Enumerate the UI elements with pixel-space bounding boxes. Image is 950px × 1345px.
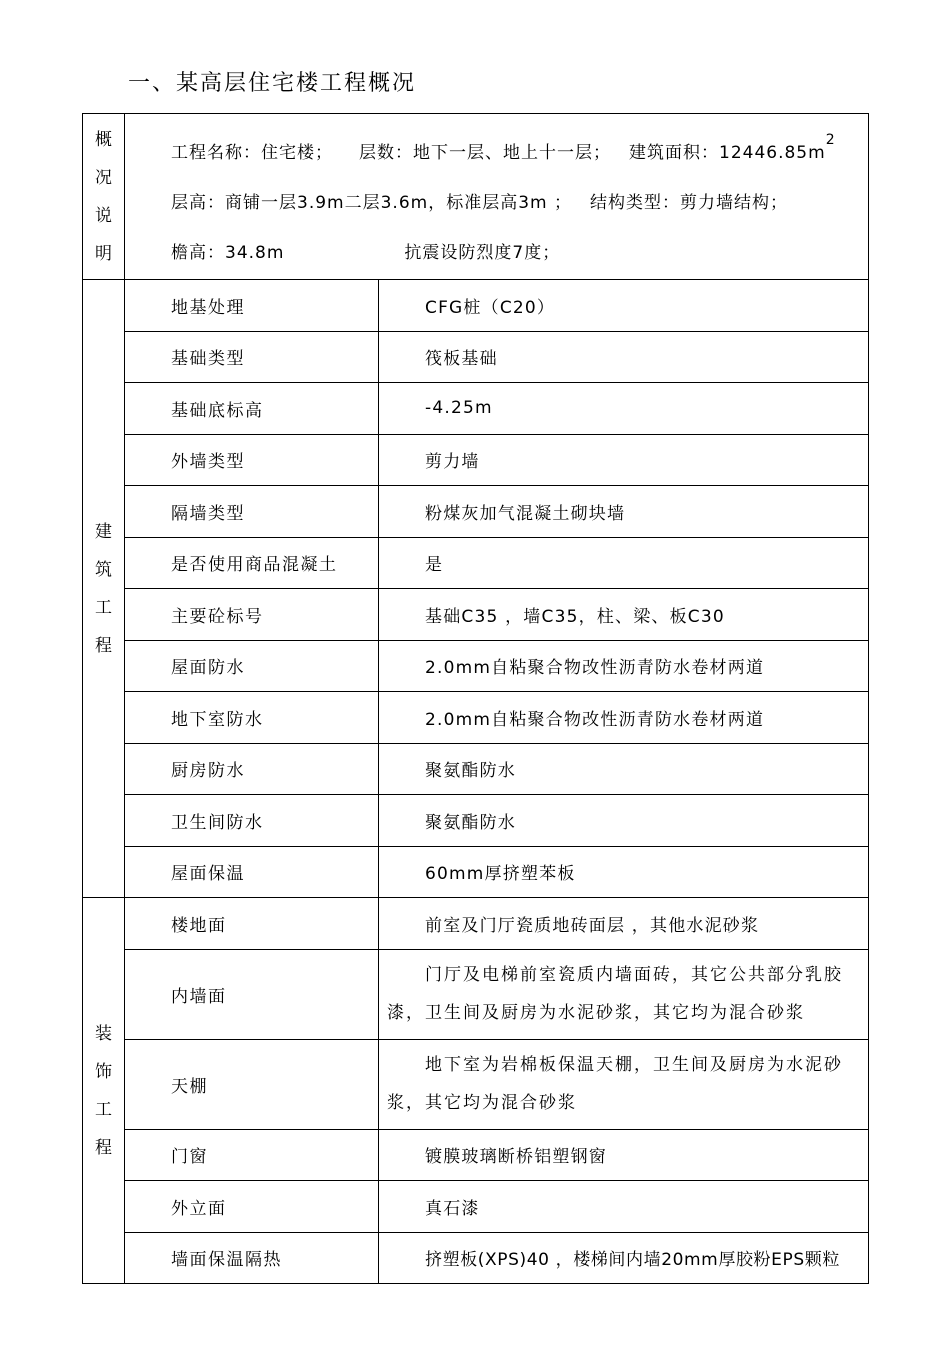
table-row bbox=[83, 434, 869, 486]
item-value: 2.0mm自粘聚合物改性沥青防水卷材两道 bbox=[379, 640, 869, 692]
item-value: 剪力墙 bbox=[379, 434, 869, 486]
item-label: 屋面防水 bbox=[125, 640, 379, 692]
overview-text bbox=[125, 114, 869, 280]
item-value: -4.25m bbox=[379, 383, 869, 435]
item-label: 卫生间防水 bbox=[125, 795, 379, 847]
table-row bbox=[83, 1039, 869, 1129]
item-value: 筏板基础 bbox=[379, 331, 869, 383]
item-label: 内墙面 bbox=[125, 949, 379, 1039]
item-label: 外墙类型 bbox=[125, 434, 379, 486]
seismic-intensity: 抗震设防烈度7度； bbox=[404, 243, 561, 263]
item-value: 2.0mm自粘聚合物改性沥青防水卷材两道 bbox=[379, 692, 869, 744]
table-row bbox=[83, 1181, 869, 1233]
item-value: 镀膜玻璃断桥铝塑钢窗 bbox=[379, 1129, 869, 1181]
decoration-section-label: 装 饰 工 程 bbox=[83, 898, 125, 1284]
item-label: 基础底标高 bbox=[125, 383, 379, 435]
table-row bbox=[83, 795, 869, 847]
item-value: 地下室为岩棉板保温天棚，卫生间及厨房为水泥砂浆，其它均为混合砂浆 bbox=[379, 1039, 869, 1129]
item-label: 厨房防水 bbox=[125, 743, 379, 795]
overview-line-3 bbox=[171, 228, 868, 278]
overview-line-2 bbox=[171, 178, 868, 228]
item-value: 基础C35 ，墙C35，柱、梁、板C30 bbox=[379, 589, 869, 641]
item-value: 是 bbox=[379, 537, 869, 589]
table-row bbox=[83, 949, 869, 1039]
overview-line-1 bbox=[171, 128, 868, 178]
structure-type: 结构类型：剪力墙结构； bbox=[589, 193, 788, 213]
table-row bbox=[83, 898, 869, 950]
table-row bbox=[83, 383, 869, 435]
item-label: 屋面保温 bbox=[125, 846, 379, 898]
item-label: 楼地面 bbox=[125, 898, 379, 950]
item-value: 真石漆 bbox=[379, 1181, 869, 1233]
item-value: 挤塑板(XPS)40 ，楼梯间内墙20mm厚胶粉EPS颗粒 bbox=[379, 1232, 869, 1284]
floor-height: 层高：商铺一层3.9m二层3.6m，标准层高3m ； bbox=[171, 193, 572, 213]
project-overview-table bbox=[82, 113, 869, 1284]
area-superscript: 2 bbox=[825, 132, 836, 148]
table-row bbox=[83, 537, 869, 589]
building-section-label: 建 筑 工 程 bbox=[83, 280, 125, 898]
eaves-height: 檐高：34.8m bbox=[171, 243, 285, 263]
item-label: 外立面 bbox=[125, 1181, 379, 1233]
table-row bbox=[83, 486, 869, 538]
item-value: 60mm厚挤塑苯板 bbox=[379, 846, 869, 898]
item-value: 门厅及电梯前室瓷质内墙面砖，其它公共部分乳胶漆，卫生间及厨房为水泥砂浆，其它均为混合砂浆 bbox=[379, 949, 869, 1039]
item-label: 地下室防水 bbox=[125, 692, 379, 744]
floor-count: 层数：地下一层、地上十一层； bbox=[359, 143, 611, 163]
item-value: CFG桩（C20） bbox=[379, 280, 869, 332]
table-row bbox=[83, 331, 869, 383]
item-label: 天棚 bbox=[125, 1039, 379, 1129]
table-row bbox=[83, 1232, 869, 1284]
item-label: 基础类型 bbox=[125, 331, 379, 383]
item-label: 地基处理 bbox=[125, 280, 379, 332]
project-name: 工程名称：住宅楼； bbox=[171, 143, 333, 163]
item-label: 是否使用商品混凝土 bbox=[125, 537, 379, 589]
table-row bbox=[83, 692, 869, 744]
item-label: 门窗 bbox=[125, 1129, 379, 1181]
item-value: 前室及门厅瓷质地砖面层 ，其他水泥砂浆 bbox=[379, 898, 869, 950]
table-row bbox=[83, 743, 869, 795]
table-row bbox=[83, 640, 869, 692]
item-label: 主要砼标号 bbox=[125, 589, 379, 641]
overview-section-label: 概 况 说 明 bbox=[83, 114, 125, 280]
overview-row bbox=[83, 114, 869, 280]
table-row bbox=[83, 1129, 869, 1181]
table-row bbox=[83, 846, 869, 898]
item-value: 粉煤灰加气混凝土砌块墙 bbox=[379, 486, 869, 538]
page-title: 一、某高层住宅楼工程概况 bbox=[128, 71, 417, 96]
item-label: 墙面保温隔热 bbox=[125, 1232, 379, 1284]
item-value: 聚氨酯防水 bbox=[379, 795, 869, 847]
item-label: 隔墙类型 bbox=[125, 486, 379, 538]
table-row bbox=[83, 280, 869, 332]
building-area: 建筑面积：12446.85m bbox=[629, 143, 826, 163]
table-row bbox=[83, 589, 869, 641]
item-value: 聚氨酯防水 bbox=[379, 743, 869, 795]
